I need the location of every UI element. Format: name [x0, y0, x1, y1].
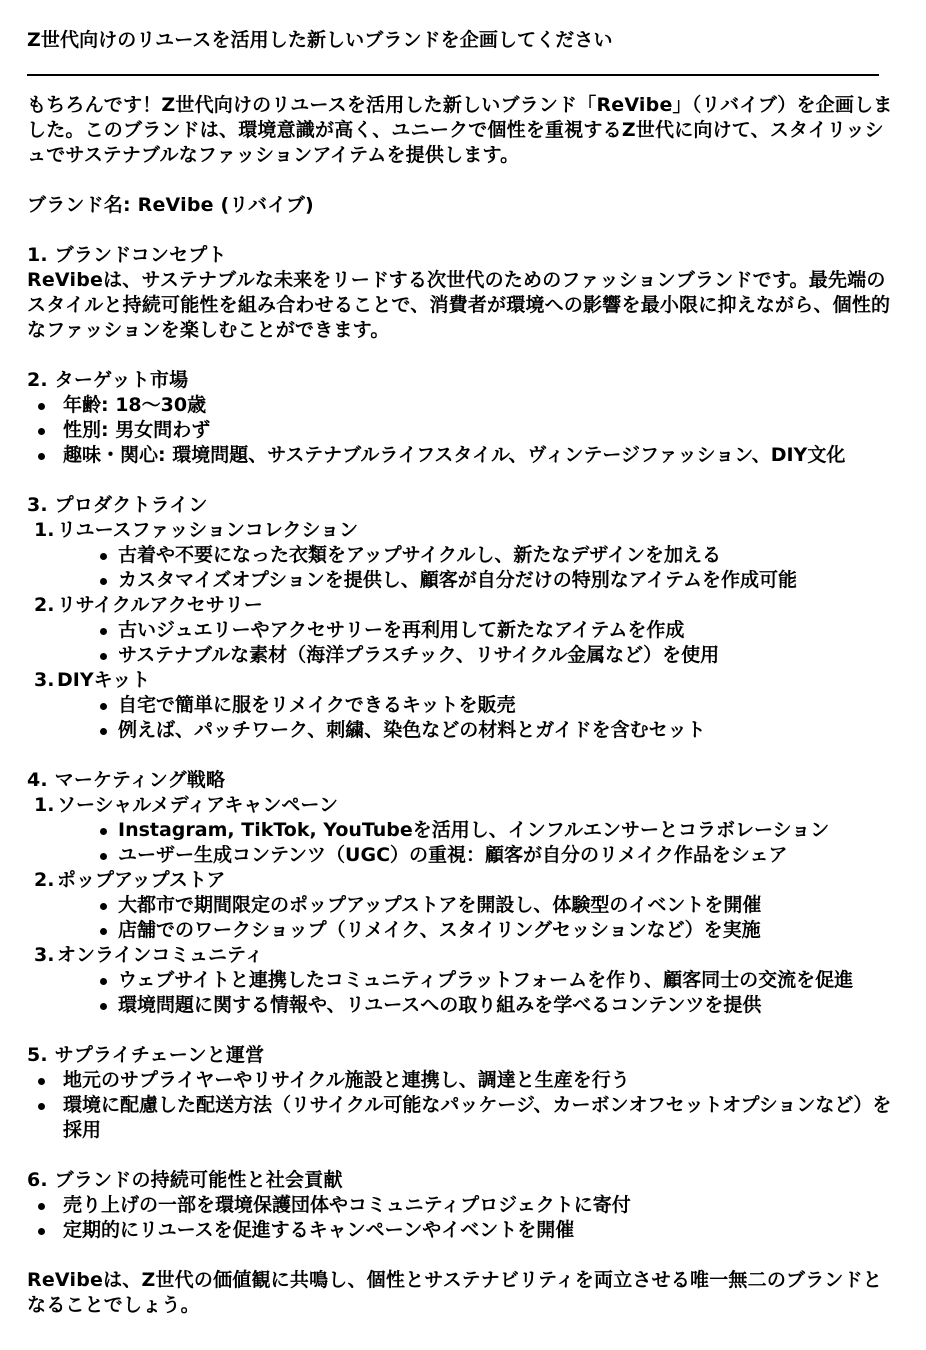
answer [27, 93, 898, 1318]
item-number: 1. [34, 519, 55, 541]
numbered-item [27, 943, 898, 1018]
section-target-market [27, 368, 898, 468]
bullet-list [57, 893, 898, 943]
numbered-item [27, 668, 898, 743]
list-item: 環境に配慮した配送方法（リサイクル可能なパッケージ、カーボンオフセットオプションなど）を採用 [27, 1093, 898, 1143]
item-number: 1. [34, 794, 55, 816]
numbered-item [27, 868, 898, 943]
list-item: ユーザー生成コンテンツ（UGC）の重視：顧客が自分のリメイク作品をシェア [57, 843, 898, 868]
list-item: 自宅で簡単に服をリメイクできるキットを販売 [57, 693, 898, 718]
user-question: Z世代向けのリユースを活用した新しいブランドを企画してください [27, 29, 613, 51]
section-concept [27, 243, 898, 343]
list-item: 地元のサプライヤーやリサイクル施設と連携し、調達と生産を行う [27, 1068, 898, 1093]
item-title: リユースファッションコレクション [57, 519, 359, 541]
section-heading: 6. ブランドの持続可能性と社会貢献 [27, 1169, 343, 1191]
list-item: 古着や不要になった衣類をアップサイクルし、新たなデザインを加える [57, 543, 898, 568]
brand-name: ブランド名: ReVibe (リバイブ) [27, 194, 314, 216]
list-item: 環境問題に関する情報や、リユースへの取り組みを学べるコンテンツを提供 [57, 993, 898, 1018]
item-number: 2. [34, 869, 55, 891]
item-title: ソーシャルメディアキャンペーン [57, 794, 339, 816]
bullet-list [57, 618, 898, 668]
item-title: オンラインコミュニティ [57, 944, 264, 966]
list-item: 古いジュエリーやアクセサリーを再利用して新たなアイテムを作成 [57, 618, 898, 643]
numbered-item [27, 593, 898, 668]
bullet-list [57, 543, 898, 593]
item-number: 2. [34, 594, 55, 616]
bullet-list [27, 393, 898, 468]
list-item: 性別: 男女問わず [27, 418, 898, 443]
section-heading: 2. ターゲット市場 [27, 369, 189, 391]
section-supply-chain [27, 1043, 898, 1143]
list-item: Instagram, TikTok, YouTubeを活用し、インフルエンサーとコラボレーション [57, 818, 898, 843]
list-item: 例えば、パッチワーク、刺繍、染色などの材料とガイドを含むセット [57, 718, 898, 743]
list-item: 大都市で期間限定のポップアップストアを開設し、体験型のイベントを開催 [57, 893, 898, 918]
numbered-item [27, 518, 898, 593]
item-title: ポップアップストア [57, 869, 226, 891]
section-heading: 3. プロダクトライン [27, 494, 208, 516]
numbered-item [27, 793, 898, 868]
item-number: 3. [34, 944, 55, 966]
divider [27, 74, 879, 76]
item-number: 3. [34, 669, 55, 691]
section-heading: 1. ブランドコンセプト [27, 244, 227, 266]
list-item: 店舗でのワークショップ（リメイク、スタイリングセッションなど）を実施 [57, 918, 898, 943]
section-sustainability [27, 1168, 898, 1243]
bullet-list [27, 1193, 898, 1243]
item-title: リサイクルアクセサリー [57, 594, 263, 616]
bullet-list [27, 1068, 898, 1143]
bullet-list [57, 693, 898, 743]
bullet-list [57, 818, 898, 868]
section-heading: 4. マーケティング戦略 [27, 769, 226, 791]
section-heading: 5. サプライチェーンと運営 [27, 1044, 265, 1066]
list-item: サステナブルな素材（海洋プラスチック、リサイクル金属など）を使用 [57, 643, 898, 668]
numbered-list [27, 518, 898, 743]
numbered-list [27, 793, 898, 1018]
list-item: カスタマイズオプションを提供し、顧客が自分だけの特別なアイテムを作成可能 [57, 568, 898, 593]
intro-paragraph: もちろんです！Z世代向けのリユースを活用した新しいブランド「ReVibe」（リバイブ）を企画しました。このブランドは、環境意識が高く、ユニークで個性を重視するZ世代に向けて、スタイリッシュでサステナブルなファッションアイテムを提供します。 [27, 94, 893, 166]
bullet-list [57, 968, 898, 1018]
list-item: 趣味・関心: 環境問題、サステナブルライフスタイル、ヴィンテージファッション、DIY文化 [27, 443, 898, 468]
list-item: 売り上げの一部を環境保護団体やコミュニティプロジェクトに寄付 [27, 1193, 898, 1218]
list-item: ウェブサイトと連携したコミュニティプラットフォームを作り、顧客同士の交流を促進 [57, 968, 898, 993]
concept-body: ReVibeは、サステナブルな未来をリードする次世代のためのファッションブランドです。最先端のスタイルと持続可能性を組み合わせることで、消費者が環境への影響を最小限に抑えながら、個性的なファッションを楽しむことができます。 [27, 269, 891, 341]
item-title: DIYキット [57, 669, 151, 691]
section-marketing [27, 768, 898, 1018]
closing-paragraph: ReVibeは、Z世代の価値観に共鳴し、個性とサステナビリティを両立させる唯一無二のブランドとなることでしょう。 [27, 1269, 883, 1316]
section-product-line [27, 493, 898, 743]
list-item: 定期的にリユースを促進するキャンペーンやイベントを開催 [27, 1218, 898, 1243]
list-item: 年齢: 18〜30歳 [27, 393, 898, 418]
